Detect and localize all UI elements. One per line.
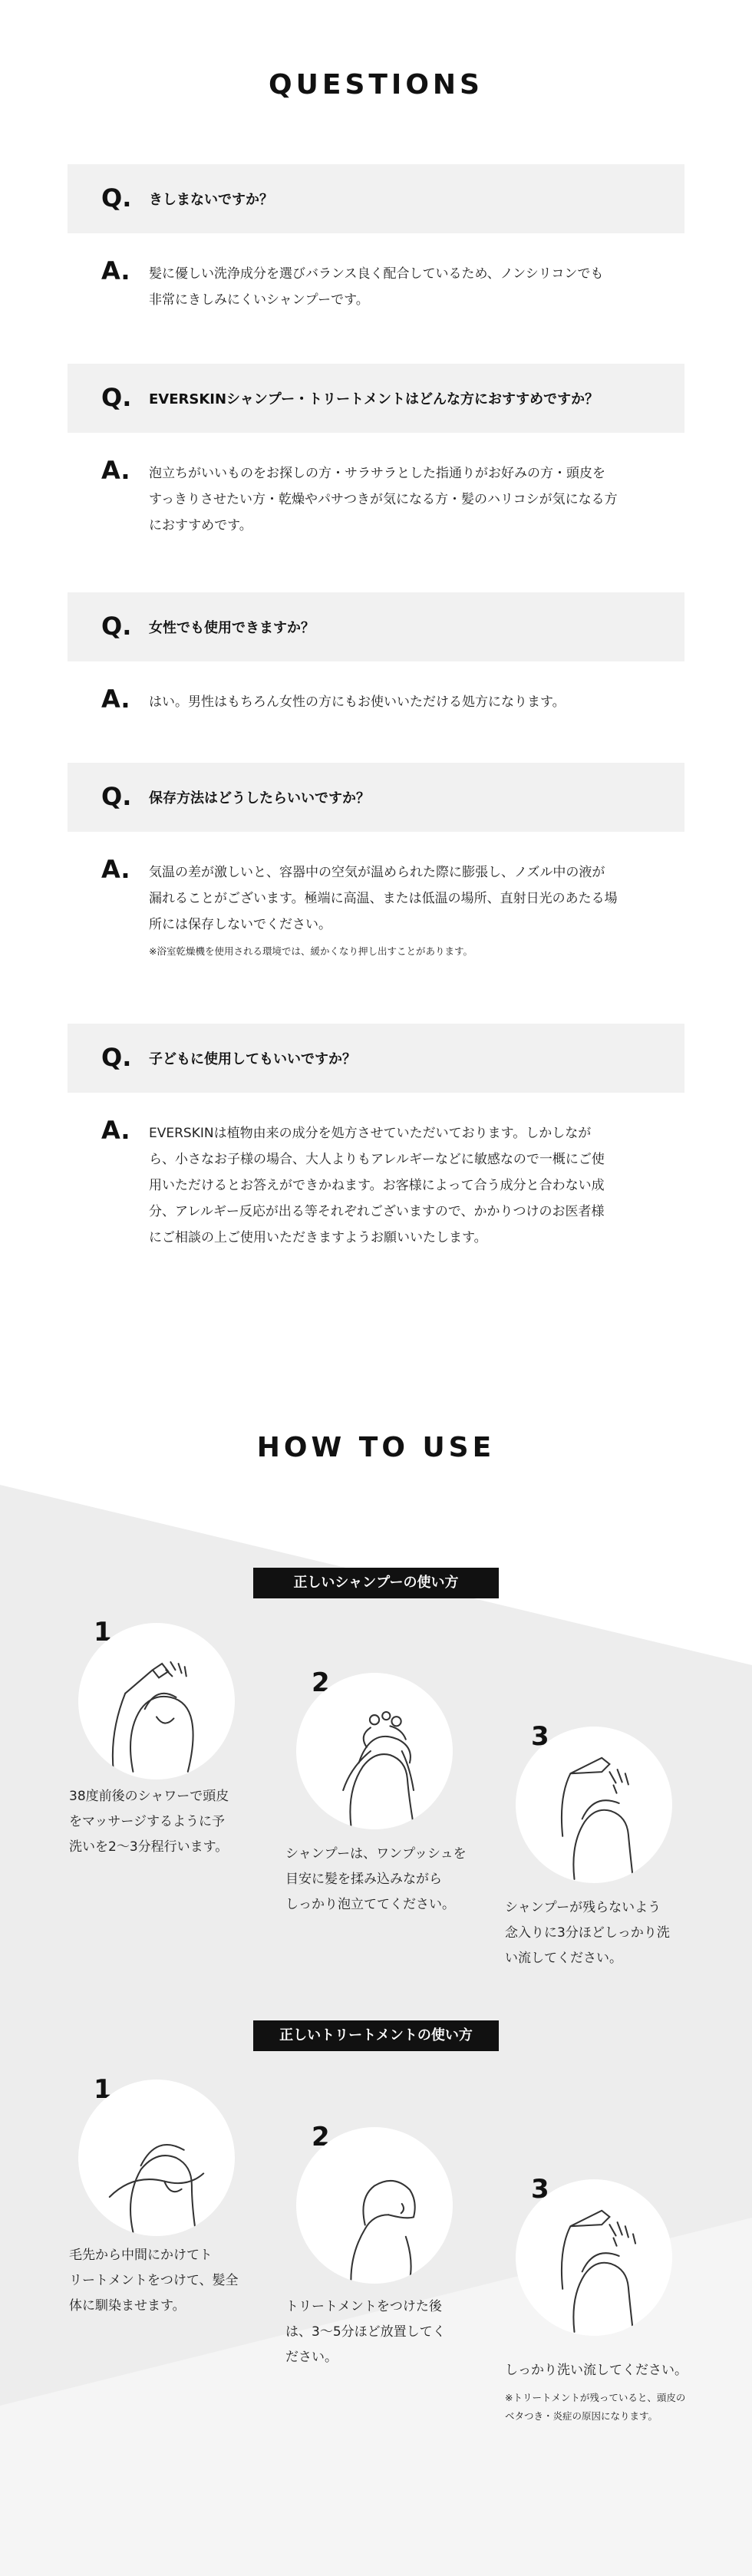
answer-text: 気温の差が激しいと、容器中の空気が温められた際に膨張し、ノズル中の液が 漏れることがございます。極端に高温、または低温の場所、直射日光のあたる場 所には保存しないでください。 [149, 865, 618, 932]
answer-text: はい。男性はもちろん女性の方にもお使いいただける処方になります。 [149, 694, 566, 710]
q-mark: Q. [101, 1043, 132, 1073]
step-number: 3 [531, 2174, 549, 2205]
a-mark: A. [101, 456, 130, 485]
faq-item-5 [68, 1024, 684, 1251]
q-mark: Q. [101, 383, 132, 413]
answer-text: 泡立ちがいいものをお探しの方・サラサラとした指通りがお好みの方・頭皮を すっきりさせたい方・乾燥やパサつきが気になる方・髪のハリコシが気になる方 におすすめです。 [149, 466, 618, 533]
step-text: 毛先から中間にかけてト リートメントをつけて、髪全 体に馴染ませます。 [69, 2248, 239, 2314]
howto-title: HOW TO USE [256, 1432, 496, 1463]
step-number: 2 [312, 1667, 330, 1698]
faq-item-3 [68, 592, 684, 715]
rinsing-hair-icon [516, 1727, 672, 1883]
questions-title: QUESTIONS [269, 69, 483, 101]
a-mark: A. [101, 684, 130, 714]
answer-note: ※浴室乾燥機を使用される環境では、緩かくなり押し出すことがあります。 [149, 945, 473, 957]
q-mark: Q. [101, 183, 132, 213]
question-box[interactable] [68, 1024, 684, 1093]
question-text: きしまないですか？ [149, 192, 273, 208]
applying-treatment-icon [78, 2080, 235, 2236]
faq-item-2 [68, 364, 684, 539]
q-mark: Q. [101, 612, 132, 642]
treatment-label: 正しいトリートメントの使い方 [253, 2020, 499, 2051]
answer [68, 661, 684, 715]
answer [68, 233, 684, 313]
step-text: トリートメントをつけた後 は、3〜5分ほど放置してく ださい。 [285, 2299, 446, 2365]
answer-text: EVERSKINは植物由来の成分を処方させていただいております。しかしなが ら、小さなお子様の場合、大人よりもアレルギーなどに敏感なので一概にご使 用いただけるとお答えができかねます。お客様によって合う成分と合わない成 分、アレルギー反応が出る等それぞれございますので、かかりつけのお医者様 にご相談の上ご使用いただきますようお願いいたします。 [149, 1126, 605, 1245]
step-text: シャンプーは、ワンプッシュを 目安に髪を揉み込みながら しっかり泡立ててください。 [285, 1846, 467, 1912]
question-box[interactable] [68, 592, 684, 661]
lathering-hair-icon [296, 1673, 453, 1829]
question-text: 保存方法はどうしたらいいですか？ [149, 790, 370, 806]
shower-head-person-icon [78, 1623, 235, 1779]
step-note: ※トリートメントが残っていると、頭皮の ベタつき・炎症の原因になります。 [505, 2392, 686, 2422]
a-mark: A. [101, 256, 130, 285]
step-text: シャンプーが残らないよう 念入りに3分ほどしっかり洗 い流してください。 [505, 1900, 670, 1966]
question-box[interactable] [68, 763, 684, 832]
a-mark: A. [101, 1116, 130, 1145]
question-text: 女性でも使用できますか？ [149, 620, 315, 636]
q-mark: Q. [101, 782, 132, 812]
answer [68, 832, 684, 961]
faq-item-1 [68, 164, 684, 313]
step-text: 38度前後のシャワーで頭皮 をマッサージするように予 洗いを2〜3分程行います。 [69, 1789, 229, 1855]
question-text: 子どもに使用してもいいですか？ [149, 1051, 356, 1067]
question-box[interactable] [68, 364, 684, 433]
answer [68, 1093, 684, 1251]
step-number: 1 [94, 1617, 112, 1648]
faq-item-4 [68, 763, 684, 961]
waiting-person-icon [296, 2127, 453, 2284]
question-text: EVERSKINシャンプー・トリートメントはどんな方におすすめですか？ [149, 391, 599, 407]
a-mark: A. [101, 855, 130, 884]
question-box[interactable] [68, 164, 684, 233]
step-number: 1 [94, 2074, 112, 2105]
step-number: 3 [531, 1721, 549, 1752]
answer [68, 433, 684, 539]
step-text: しっかり洗い流してください。 [505, 2363, 688, 2378]
shampoo-label: 正しいシャンプーの使い方 [253, 1568, 499, 1598]
rinsing-treatment-icon [516, 2179, 672, 2336]
step-number: 2 [312, 2122, 330, 2152]
answer-text: 髪に優しい洗浄成分を選びバランス良く配合しているため、ノンシリコンでも 非常にきしみにくいシャンプーです。 [149, 266, 604, 308]
howto-section [0, 1462, 752, 2576]
